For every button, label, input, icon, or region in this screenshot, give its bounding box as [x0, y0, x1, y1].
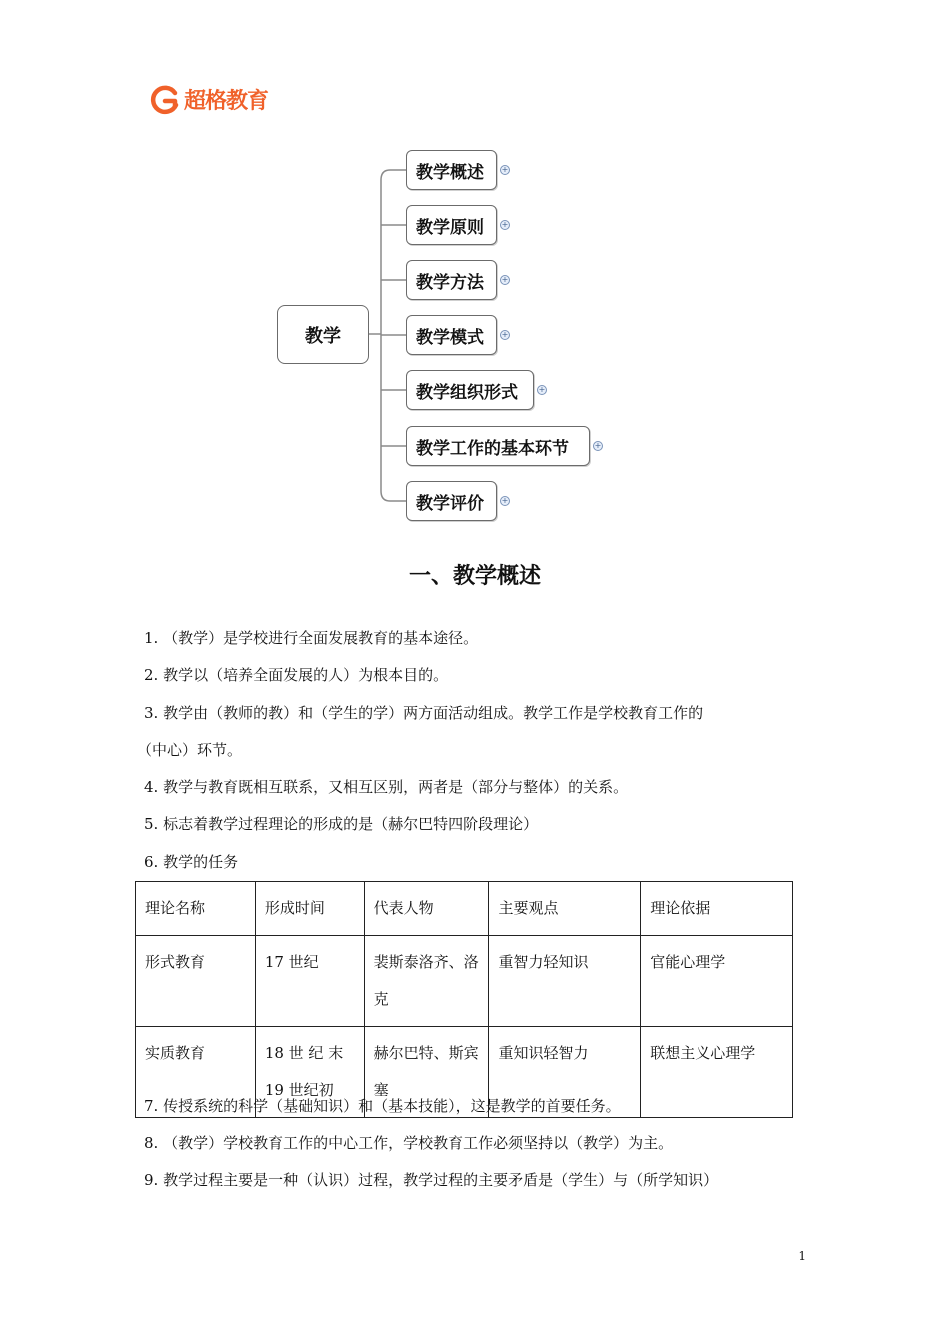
list-item: 6. 教学的任务 [144, 853, 239, 871]
theory-table [135, 881, 793, 1118]
table-cell: 形式教育 [136, 936, 256, 1027]
expand-icon[interactable]: + [538, 385, 546, 394]
mindmap-branch-overview[interactable]: 教学概述 [406, 150, 497, 190]
table-header-cell: 主要观点 [489, 882, 641, 936]
expand-icon[interactable]: + [501, 165, 509, 174]
table-header-cell: 形成时间 [255, 882, 364, 936]
mindmap-branch-models[interactable]: 教学模式 [406, 315, 497, 355]
expand-icon[interactable]: + [501, 220, 509, 229]
table-header-cell: 理论名称 [136, 882, 256, 936]
list-item: 1. （教学）是学校进行全面发展教育的基本途径。 [144, 629, 479, 647]
mindmap-branch-basic-steps[interactable]: 教学工作的基本环节 [406, 426, 590, 466]
section-title: 一、教学概述 [408, 564, 541, 589]
list-item: 7. 传授系统的科学（基础知识）和（基本技能），这是教学的首要任务。 [144, 1097, 621, 1115]
list-item: 8. （教学）学校教育工作的中心工作，学校教育工作必须坚持以（教学）为主。 [144, 1134, 674, 1152]
list-item: 5. 标志着教学过程理论的形成的是（赫尔巴特四阶段理论） [144, 815, 539, 833]
mindmap-branch-methods[interactable]: 教学方法 [406, 260, 497, 300]
table-header-cell: 代表人物 [364, 882, 489, 936]
table-cell: 裴斯泰洛齐、洛克 [364, 936, 489, 1027]
list-item: 4. 教学与教育既相互联系，又相互区别，两者是（部分与整体）的关系。 [144, 778, 629, 796]
table-cell: 18 世 纪 末 19 世纪初 [255, 1027, 364, 1118]
table-cell: 重智力轻知识 [489, 936, 641, 1027]
table-cell: 17 世纪 [255, 936, 364, 1027]
table-cell: 联想主义心理学 [641, 1027, 793, 1118]
table-cell: 官能心理学 [641, 936, 793, 1027]
table-header-row [136, 882, 793, 936]
expand-icon[interactable]: + [501, 330, 509, 339]
mindmap-branch-organization[interactable]: 教学组织形式 [406, 370, 534, 410]
mindmap-branch-evaluation[interactable]: 教学评价 [406, 481, 497, 521]
list-item: 2. 教学以（培养全面发展的人）为根本目的。 [144, 666, 449, 684]
mindmap-root: 教学 [277, 305, 369, 364]
mindmap-branch-principles[interactable]: 教学原则 [406, 205, 497, 245]
table-cell: 实质教育 [136, 1027, 256, 1118]
table-header-cell: 理论依据 [641, 882, 793, 936]
list-item: 3. 教学由（教师的教）和（学生的学）两方面活动组成。教学工作是学校教育工作的 [144, 704, 704, 722]
page-number: 1 [798, 1249, 806, 1263]
table-cell: 重知识轻智力 [489, 1027, 641, 1118]
expand-icon[interactable]: + [501, 496, 509, 505]
list-item: 9. 教学过程主要是一种（认识）过程，教学过程的主要矛盾是（学生）与（所学知识） [144, 1171, 719, 1189]
table-cell: 赫尔巴特、斯宾塞 [364, 1027, 489, 1118]
logo-text: 超格教育 [184, 89, 269, 114]
list-item-continuation: （中心）环节。 [137, 741, 243, 759]
expand-icon[interactable]: + [594, 441, 602, 450]
expand-icon[interactable]: + [501, 275, 509, 284]
table-row [136, 936, 793, 1027]
